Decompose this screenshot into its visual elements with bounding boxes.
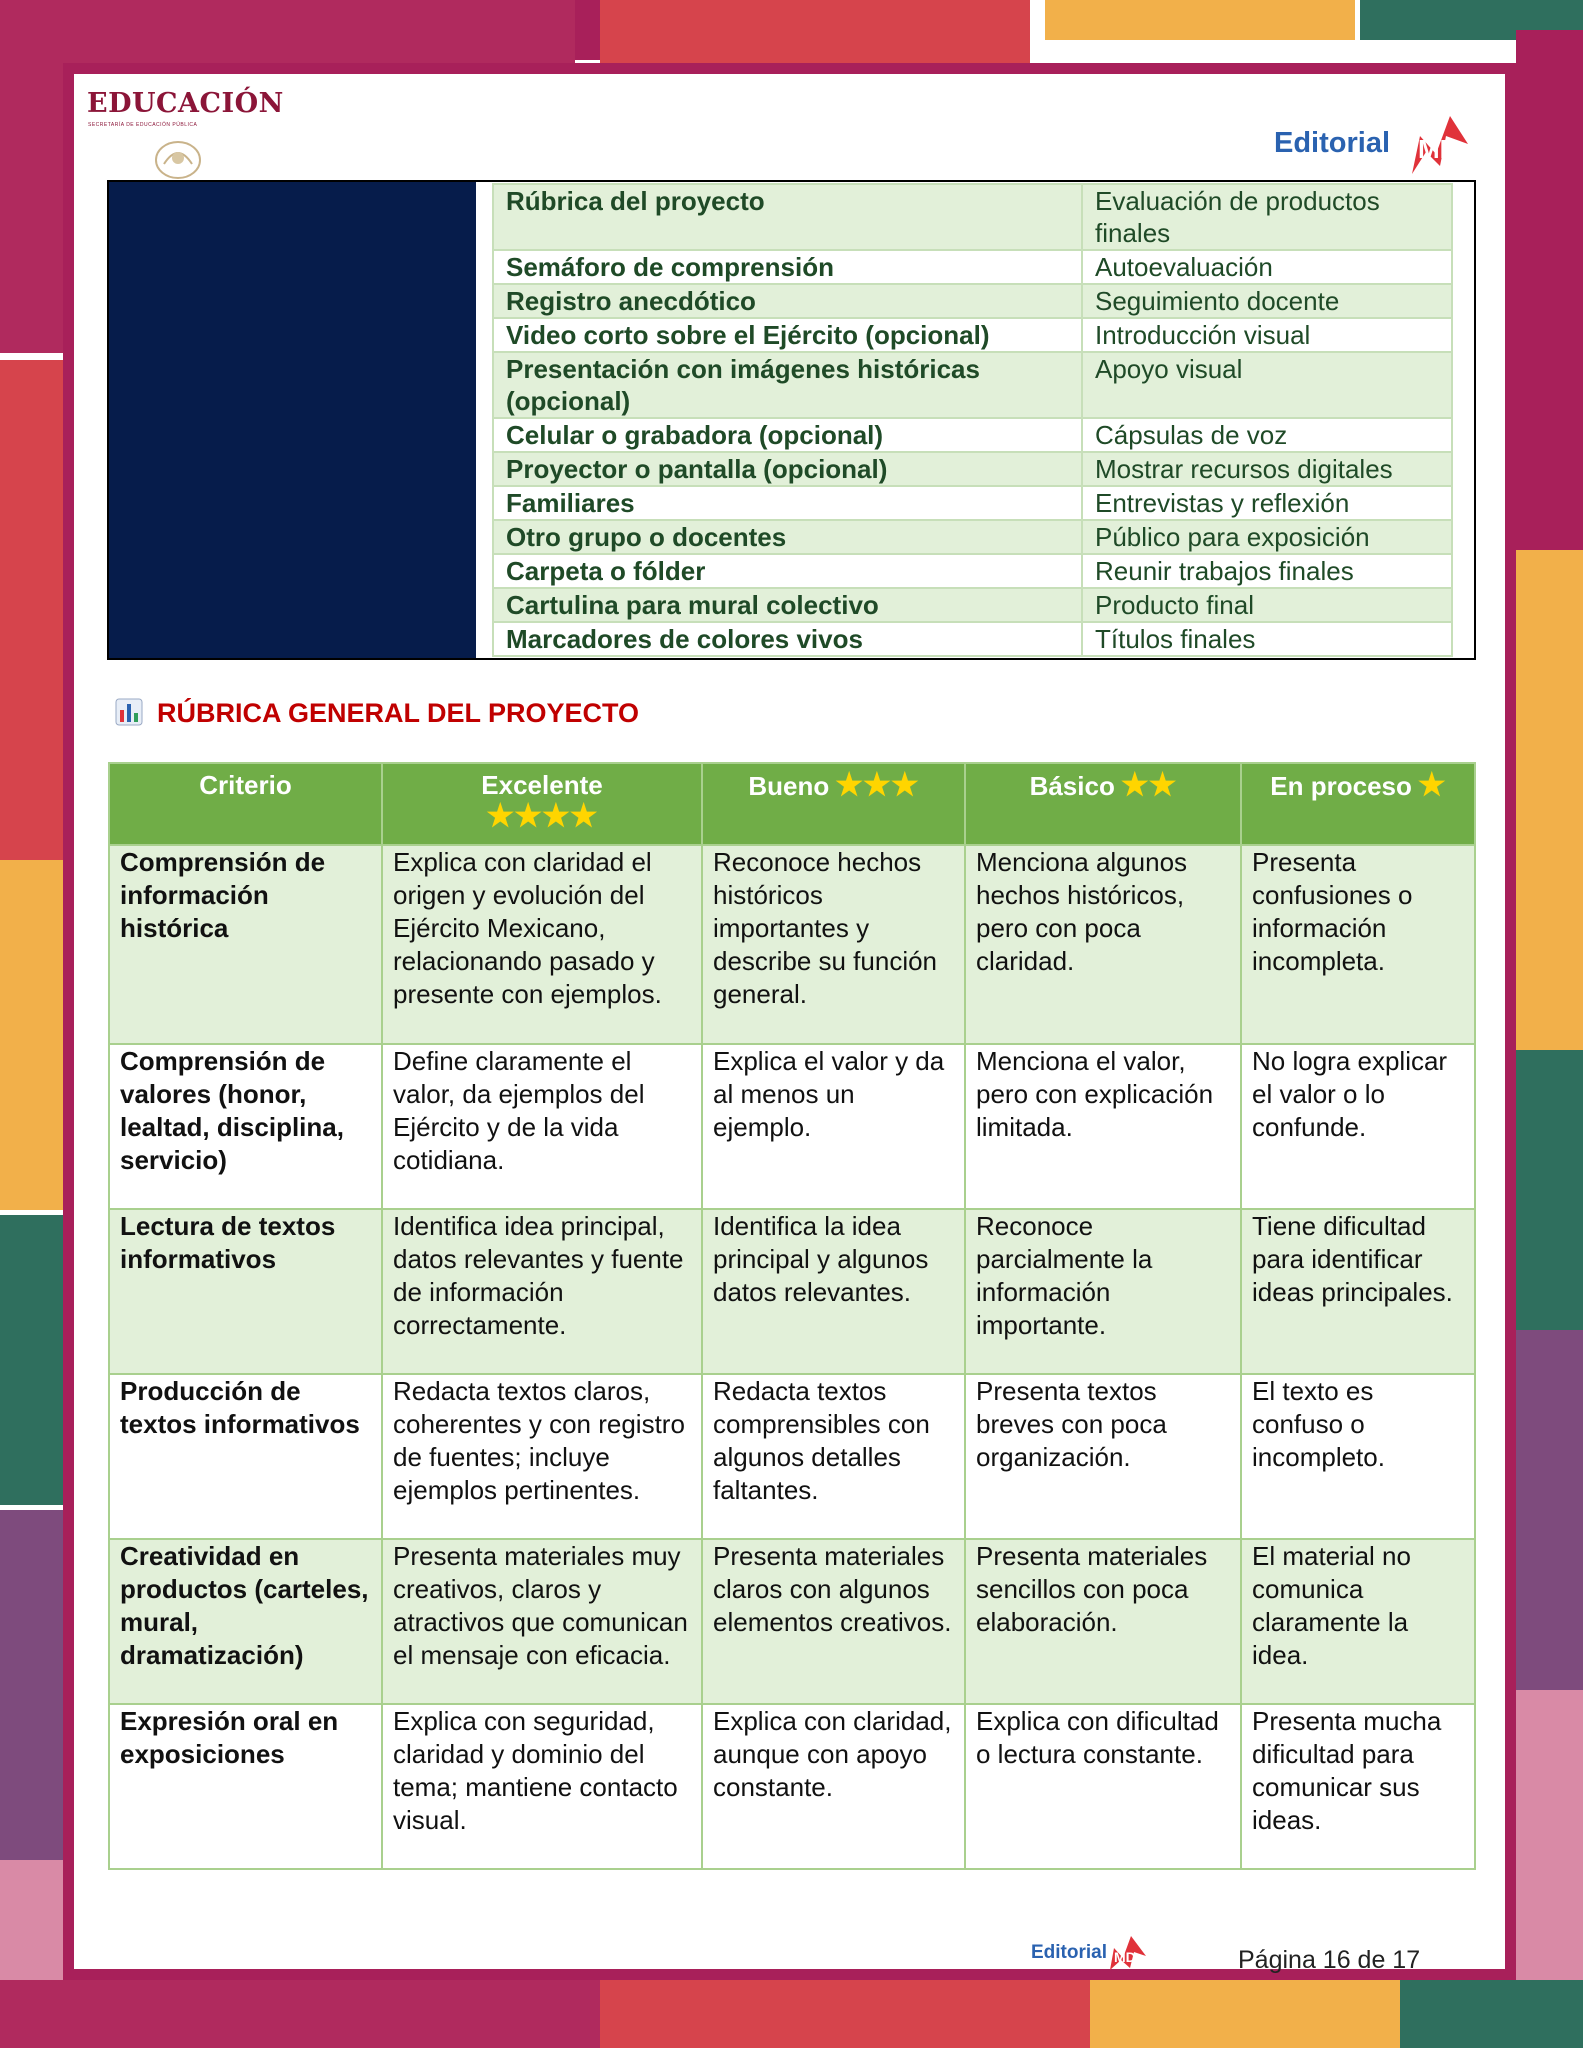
resource-item: Video corto sobre el Ejército (opcional) bbox=[493, 318, 1082, 352]
header-bueno-label: Bueno bbox=[748, 770, 830, 801]
stars-basico bbox=[1120, 767, 1177, 802]
rubric-cell-excelente: Define claramente el valor, da ejemplos del Ejército y de la vida cotidiana. bbox=[382, 1044, 702, 1209]
star-icon: ★ bbox=[1417, 767, 1446, 802]
rubric-cell-excelente: Presenta materiales muy creativos, claros y atractivos que comunican el mensaje con eficacia. bbox=[382, 1539, 702, 1704]
rubric-cell-basico: Explica con dificultad o lectura constante. bbox=[965, 1704, 1241, 1869]
rubric-cell-criterio: Comprensión de valores (honor, lealtad, disciplina, servicio) bbox=[109, 1044, 382, 1209]
resource-use: Títulos finales bbox=[1082, 622, 1452, 656]
rubric-row bbox=[109, 1374, 1475, 1539]
mexico-seal-icon bbox=[150, 136, 206, 180]
rubric-cell-criterio: Producción de textos informativos bbox=[109, 1374, 382, 1539]
rubric-title: RÚBRICA GENERAL DEL PROYECTO bbox=[157, 698, 640, 728]
rubric-cell-en-proceso: Presenta confusiones o información incompleta. bbox=[1241, 845, 1475, 1044]
rubric-row bbox=[109, 1539, 1475, 1704]
resource-item: Registro anecdótico bbox=[493, 284, 1082, 318]
resource-row bbox=[493, 184, 1452, 250]
resource-use: Evaluación de productos finales bbox=[1082, 184, 1452, 250]
resource-item: Cartulina para mural colectivo bbox=[493, 588, 1082, 622]
rubric-row bbox=[109, 845, 1475, 1044]
header-en-proceso bbox=[1241, 763, 1475, 845]
star-icon: ★ bbox=[863, 767, 891, 802]
star-icon: ★ bbox=[542, 798, 570, 833]
rubric-cell-excelente: Identifica idea principal, datos relevantes y fuente de información correctamente. bbox=[382, 1209, 702, 1374]
rubric-cell-criterio: Comprensión de información histórica bbox=[109, 845, 382, 1044]
resource-row bbox=[493, 588, 1452, 622]
rubric-cell-criterio: Creatividad en productos (carteles, mural, dramatización) bbox=[109, 1539, 382, 1704]
rubric-cell-excelente: Explica con seguridad, claridad y dominio del tema; mantiene contacto visual. bbox=[382, 1704, 702, 1869]
resource-row bbox=[493, 418, 1452, 452]
header-en-proceso-label: En proceso bbox=[1270, 770, 1412, 801]
resource-use: Mostrar recursos digitales bbox=[1082, 452, 1452, 486]
resource-row bbox=[493, 486, 1452, 520]
resource-row bbox=[493, 554, 1452, 588]
rubric-cell-en-proceso: Tiene dificultad para identificar ideas principales. bbox=[1241, 1209, 1475, 1374]
rubric-cell-bueno: Identifica la idea principal y algunos datos relevantes. bbox=[702, 1209, 965, 1374]
header-excelente-label: Excelente bbox=[481, 770, 603, 800]
rubric-cell-bueno: Explica con claridad, aunque con apoyo constante. bbox=[702, 1704, 965, 1869]
resource-row bbox=[493, 622, 1452, 656]
rubric-cell-en-proceso: Presenta mucha dificultad para comunicar sus ideas. bbox=[1241, 1704, 1475, 1869]
header-criterio: Criterio bbox=[109, 763, 382, 845]
footer-editorial-text: Editorial bbox=[1031, 1942, 1108, 1963]
resources-table bbox=[107, 180, 1476, 660]
rubric-cell-en-proceso: El texto es confuso o incompleto. bbox=[1241, 1374, 1475, 1539]
resource-item: Semáforo de comprensión bbox=[493, 250, 1082, 284]
resource-use: Introducción visual bbox=[1082, 318, 1452, 352]
rubric-table bbox=[108, 762, 1476, 1870]
rubric-cell-basico: Menciona el valor, pero con explicación limitada. bbox=[965, 1044, 1241, 1209]
rubric-cell-bueno: Presenta materiales claros con algunos elementos creativos. bbox=[702, 1539, 965, 1704]
sep-logo-subtitle: SECRETARÍA DE EDUCACIÓN PÚBLICA bbox=[88, 122, 198, 128]
rubric-cell-en-proceso: El material no comunica claramente la idea. bbox=[1241, 1539, 1475, 1704]
resource-item: Rúbrica del proyecto bbox=[493, 184, 1082, 250]
star-icon: ★ bbox=[1120, 767, 1149, 802]
rubric-cell-excelente: Redacta textos claros, coherentes y con registro de fuentes; incluye ejemplos pertinentes. bbox=[382, 1374, 702, 1539]
page-number: Página 16 de 17 bbox=[1238, 1946, 1421, 1974]
sep-logo-text: EDUCACIÓN bbox=[87, 88, 284, 119]
star-icon: ★ bbox=[486, 798, 515, 833]
header-basico bbox=[965, 763, 1241, 845]
rubric-cell-basico: Presenta materiales sencillos con poca elaboración. bbox=[965, 1539, 1241, 1704]
resource-use: Público para exposición bbox=[1082, 520, 1452, 554]
resource-item: Marcadores de colores vivos bbox=[493, 622, 1082, 656]
rubric-cell-basico: Menciona algunos hechos históricos, pero con poca claridad. bbox=[965, 845, 1241, 1044]
editorial-logo-text: Editorial bbox=[1274, 127, 1391, 159]
rubric-cell-bueno: Reconoce hechos históricos importantes y describe su función general. bbox=[702, 845, 965, 1044]
resource-use: Producto final bbox=[1082, 588, 1452, 622]
resource-use: Reunir trabajos finales bbox=[1082, 554, 1452, 588]
star-icon: ★ bbox=[569, 798, 598, 833]
star-icon: ★ bbox=[514, 798, 542, 833]
resource-use: Cápsulas de voz bbox=[1082, 418, 1452, 452]
stars-bueno bbox=[835, 767, 919, 802]
resources-list bbox=[492, 183, 1453, 657]
rubric-row bbox=[109, 1209, 1475, 1374]
resource-row bbox=[493, 352, 1452, 418]
rubric-cell-basico: Presenta textos breves con poca organización. bbox=[965, 1374, 1241, 1539]
resource-item: Carpeta o fólder bbox=[493, 554, 1082, 588]
svg-text:MD: MD bbox=[1114, 1949, 1136, 1965]
header-excelente bbox=[382, 763, 702, 845]
rubric-cell-en-proceso: No logra explicar el valor o lo confunde. bbox=[1241, 1044, 1475, 1209]
resource-item: Otro grupo o docentes bbox=[493, 520, 1082, 554]
stars-excelente bbox=[391, 798, 693, 833]
rubric-cell-basico: Reconoce parcialmente la información importante. bbox=[965, 1209, 1241, 1374]
resource-row bbox=[493, 284, 1452, 318]
resource-use: Entrevistas y reflexión bbox=[1082, 486, 1452, 520]
svg-text:MD: MD bbox=[1418, 134, 1459, 164]
bar-chart-icon bbox=[115, 698, 143, 726]
rubric-cell-excelente: Explica con claridad el origen y evolución del Ejército Mexicano, relacionando pasado y presente con ejemplos. bbox=[382, 845, 702, 1044]
rubric-row bbox=[109, 1044, 1475, 1209]
resource-row bbox=[493, 520, 1452, 554]
rubric-cell-bueno: Redacta textos comprensibles con algunos detalles faltantes. bbox=[702, 1374, 965, 1539]
resources-dark-panel bbox=[109, 182, 476, 658]
resource-item: Familiares bbox=[493, 486, 1082, 520]
resource-use: Autoevaluación bbox=[1082, 250, 1452, 284]
stars-en-proceso bbox=[1417, 767, 1446, 802]
header-bueno bbox=[702, 763, 965, 845]
star-icon: ★ bbox=[1148, 767, 1177, 802]
resource-row bbox=[493, 250, 1452, 284]
resource-use: Apoyo visual bbox=[1082, 352, 1452, 418]
resource-item: Presentación con imágenes históricas (opcional) bbox=[493, 352, 1082, 418]
rubric-cell-criterio: Lectura de textos informativos bbox=[109, 1209, 382, 1374]
resource-row bbox=[493, 318, 1452, 352]
star-icon: ★ bbox=[890, 767, 919, 802]
rubric-cell-criterio: Expresión oral en exposiciones bbox=[109, 1704, 382, 1869]
rubric-row bbox=[109, 1704, 1475, 1869]
star-icon: ★ bbox=[835, 767, 864, 802]
rubric-cell-bueno: Explica el valor y da al menos un ejemplo. bbox=[702, 1044, 965, 1209]
resource-item: Proyector o pantalla (opcional) bbox=[493, 452, 1082, 486]
resource-use: Seguimiento docente bbox=[1082, 284, 1452, 318]
resource-item: Celular o grabadora (opcional) bbox=[493, 418, 1082, 452]
header-basico-label: Básico bbox=[1029, 770, 1115, 801]
resource-row bbox=[493, 452, 1452, 486]
